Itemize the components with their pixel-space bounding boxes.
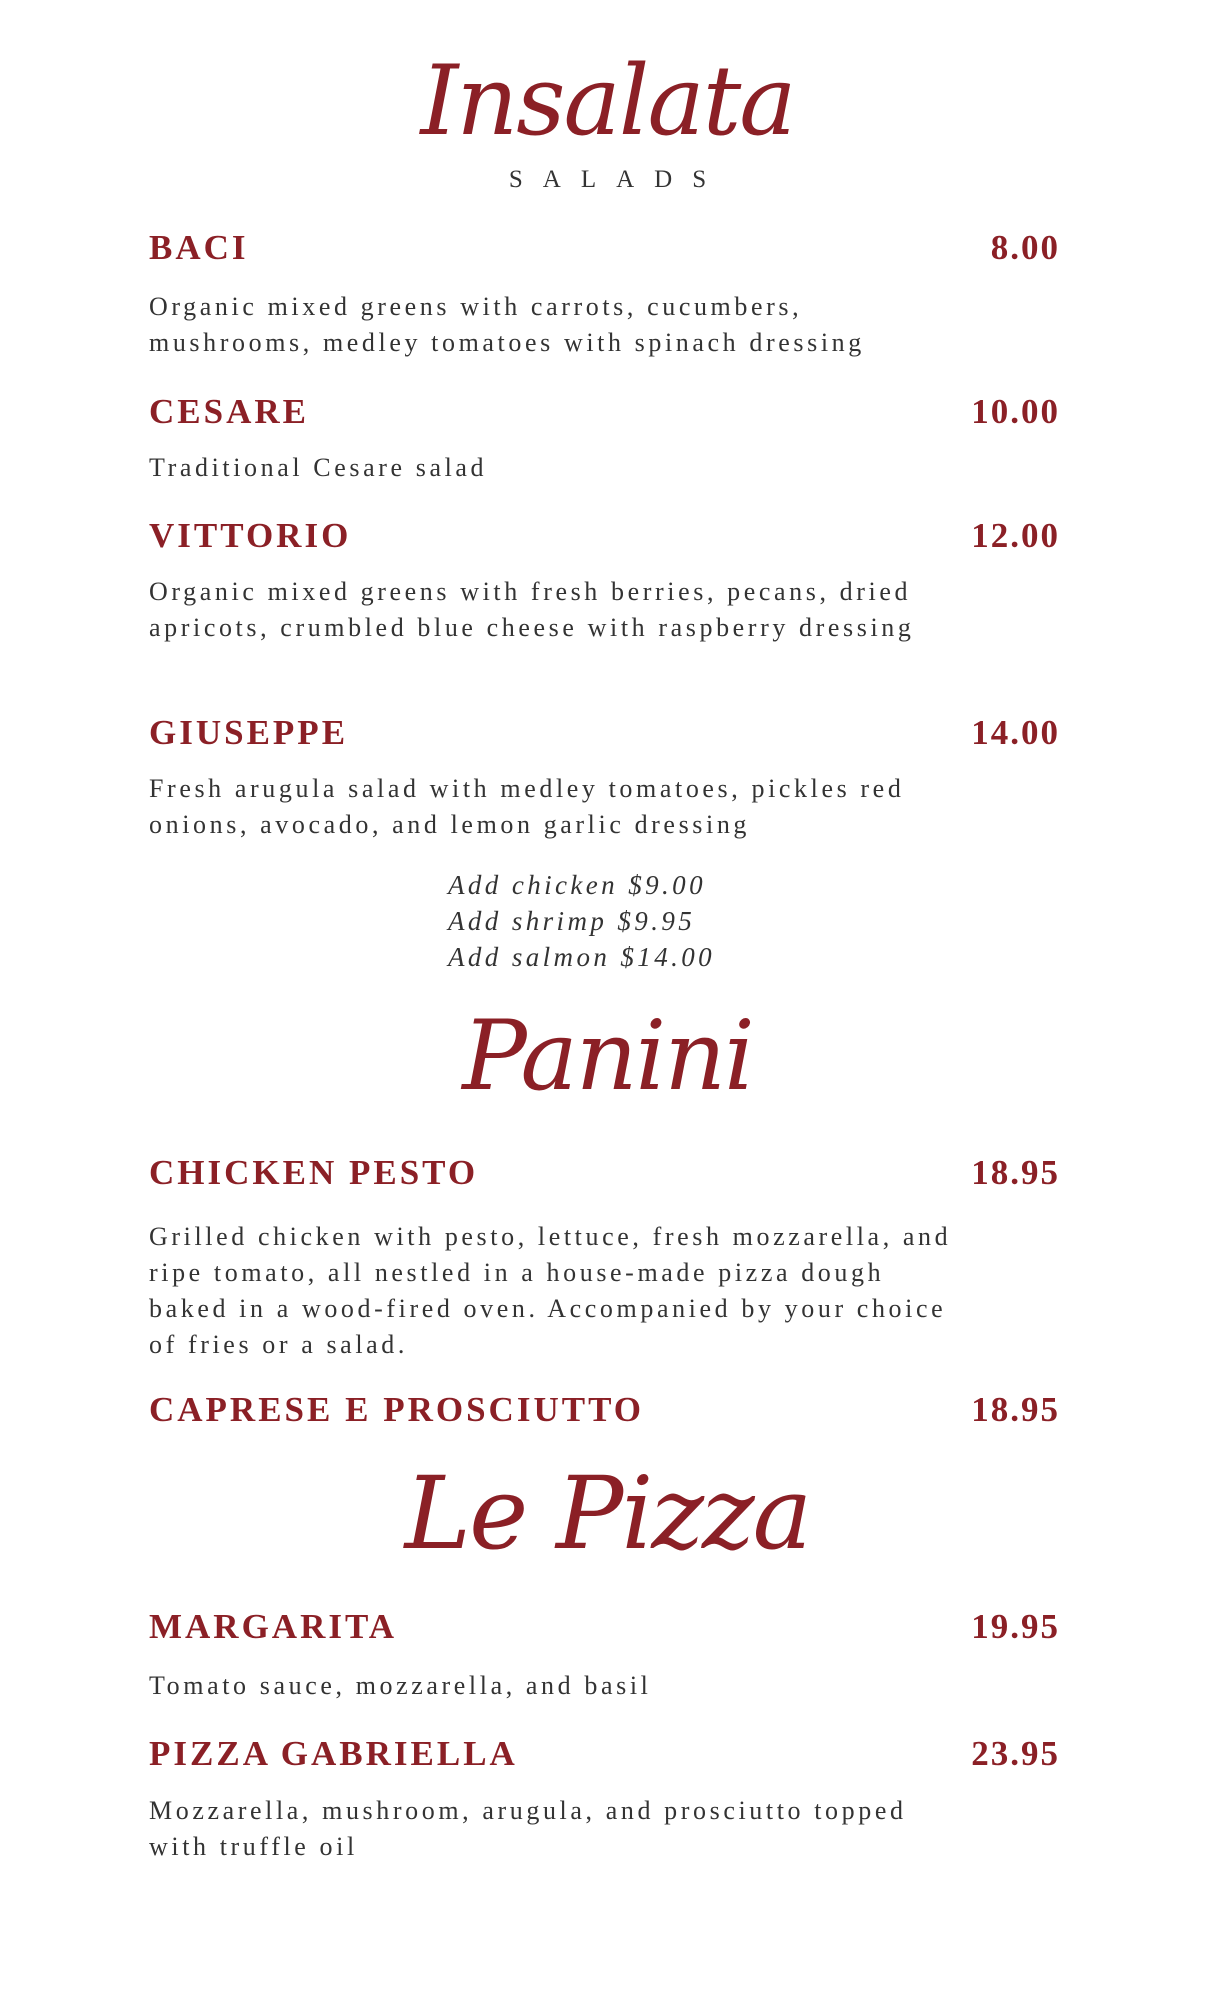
addon-salmon: Add salmon $14.00 — [448, 942, 716, 972]
section-title-panini: Panini — [462, 1000, 753, 1112]
menu-item-description-cesare: Traditional Cesare salad — [149, 453, 488, 482]
menu-item-description-pizza-gabriella: Mozzarella, mushroom, arugula, and prosciutto topped with truffle oil — [149, 1796, 907, 1861]
section-title-le-pizza: Le Pizza — [404, 1455, 811, 1572]
addon-shrimp: Add shrimp $9.95 — [448, 906, 696, 936]
menu-item-name-chicken-pesto: CHICKEN PESTO — [149, 1153, 479, 1192]
menu-item-name-vittorio: VITTORIO — [149, 516, 352, 555]
menu-item-description-baci: Organic mixed greens with carrots, cucumbers, mushrooms, medley tomatoes with spinach dressing — [149, 292, 865, 357]
menu-item-price-chicken-pesto: 18.95 — [971, 1153, 1060, 1192]
menu-item-price-giuseppe: 14.00 — [971, 713, 1060, 752]
menu-item-price-caprese-e-prosciutto: 18.95 — [971, 1390, 1060, 1429]
section-title-insalata: Insalata — [420, 45, 795, 157]
menu-item-description-vittorio: Organic mixed greens with fresh berries, pecans, dried apricots, crumbled blue cheese with raspberry dressing — [149, 577, 915, 642]
menu-item-price-baci: 8.00 — [990, 228, 1060, 267]
menu-item-description-chicken-pesto: Grilled chicken with pesto, lettuce, fresh mozzarella, and ripe tomato, all nestled in a house-made pizza dough baked in a wood-fired oven. Accompanied by your choice of fries or a salad. — [149, 1222, 952, 1359]
menu-item-name-pizza-gabriella: PIZZA GABRIELLA — [149, 1734, 518, 1773]
menu-item-name-margarita: MARGARITA — [149, 1607, 398, 1646]
menu-item-price-pizza-gabriella: 23.95 — [971, 1734, 1060, 1773]
menu-item-description-giuseppe: Fresh arugula salad with medley tomatoes, pickles red onions, avocado, and lemon garlic dressing — [149, 774, 905, 839]
menu-item-price-cesare: 10.00 — [971, 392, 1060, 431]
menu-item-name-baci: BACI — [149, 228, 249, 267]
menu-item-price-vittorio: 12.00 — [971, 516, 1060, 555]
menu-item-name-cesare: CESARE — [149, 392, 309, 431]
addon-chicken: Add chicken $9.00 — [448, 870, 706, 900]
menu-item-name-caprese-e-prosciutto: CAPRESE E PROSCIUTTO — [149, 1390, 645, 1429]
menu-item-price-margarita: 19.95 — [971, 1607, 1060, 1646]
section-subtitle-salads: SALADS — [508, 166, 727, 193]
menu-item-name-giuseppe: GIUSEPPE — [149, 713, 349, 752]
menu-item-description-margarita: Tomato sauce, mozzarella, and basil — [149, 1671, 652, 1700]
